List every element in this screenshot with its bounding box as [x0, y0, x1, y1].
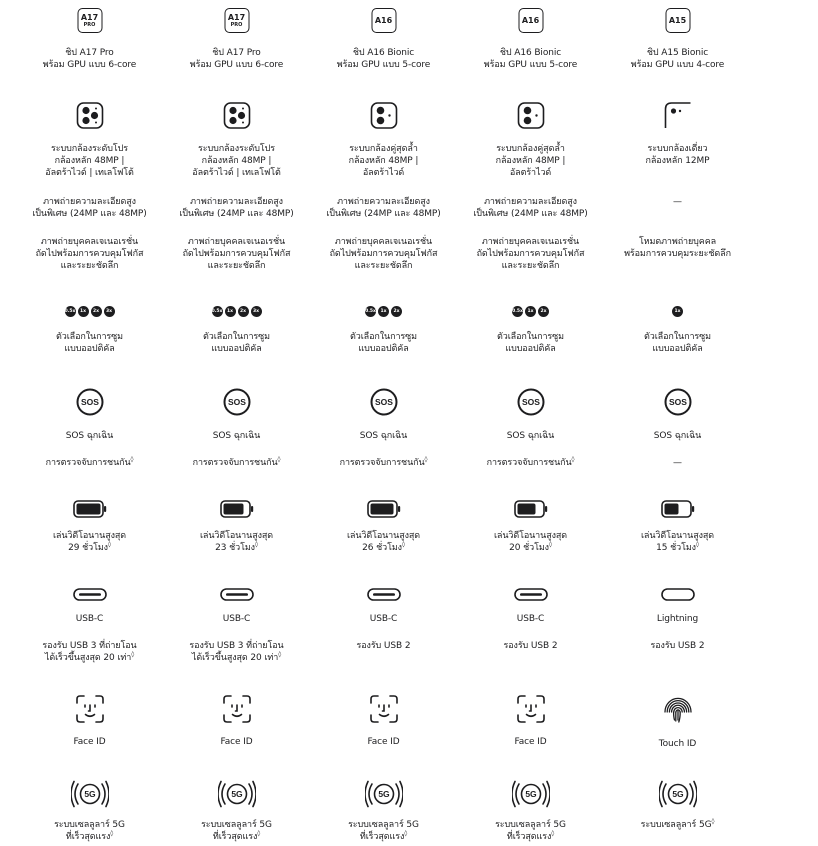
usb-text-footnote-mark: ◊ — [131, 651, 135, 658]
sos-text — [163, 430, 310, 442]
network-text — [457, 819, 604, 843]
photo-resolution-text-line: ภาพถ่ายความละเอียดสูง — [337, 197, 430, 207]
portrait-text — [604, 236, 751, 260]
battery-icon-wrap — [514, 500, 548, 522]
svg-text:SOS: SOS — [80, 397, 99, 408]
sos-text — [604, 430, 751, 442]
auth-label — [457, 736, 604, 748]
port-icon — [661, 586, 695, 605]
port-label-line: Lightning — [656, 614, 699, 624]
usb-text — [457, 640, 604, 652]
camera-glyph — [76, 102, 103, 129]
network-text-line: ระบบเซลลูลาร์ 5G — [201, 820, 272, 830]
network-text-footnote-mark: ◊ — [257, 830, 261, 837]
zoom-level-badge: 1x — [378, 306, 389, 317]
chip-icon — [224, 8, 249, 33]
chip-icon — [518, 8, 543, 33]
zoom-text — [604, 331, 751, 355]
network-icon-wrap — [512, 780, 550, 812]
network-5g-icon — [512, 780, 550, 808]
chip-icon-label: A15 — [668, 15, 687, 25]
battery-text-line: 29 ชั่วโมง◊ — [68, 541, 111, 553]
photo-resolution-text — [310, 196, 457, 220]
usb-text-line: รองรับ USB 3 ที่ถ่ายโอน — [42, 641, 137, 651]
port-icon — [220, 586, 254, 605]
usb-text-footnote-mark: ◊ — [278, 651, 282, 658]
zoom-text-line: แบบออปติคัล — [505, 344, 556, 354]
chip-text-line: พร้อม GPU แบบ 5-core — [483, 60, 578, 70]
model-column-4 — [457, 0, 604, 846]
photo-resolution-text-line: เป็นพิเศษ (24MP และ 48MP) — [473, 209, 588, 219]
usb-text — [16, 640, 163, 664]
zoom-options-icon — [163, 306, 310, 317]
auth-label-line: Face ID — [220, 737, 253, 747]
touch-id-icon — [664, 696, 692, 724]
battery-text-line: 15 ชั่วโมง◊ — [656, 541, 699, 553]
network-5g-icon — [218, 780, 256, 808]
network-text-footnote-mark: ◊ — [110, 830, 114, 837]
portrait-text-line: ภาพถ่ายบุคคลเจเนอเรชั่น — [481, 237, 580, 247]
auth-label-line: Face ID — [73, 737, 106, 747]
zoom-options-row — [310, 306, 457, 317]
zoom-options-row — [604, 306, 751, 317]
chip-icon — [371, 8, 396, 33]
network-text-line: ระบบเซลลูลาร์ 5G — [54, 820, 125, 830]
network-icon-wrap — [365, 780, 403, 812]
model-column-3 — [310, 0, 457, 846]
zoom-text — [163, 331, 310, 355]
portrait-text-line: ภาพถ่ายบุคคลเจเนอเรชั่น — [40, 237, 139, 247]
sos-icon-wrap — [223, 388, 251, 420]
battery-text-line: เล่นวิดีโอนานสูงสุด — [346, 531, 421, 541]
auth-label — [604, 738, 751, 750]
svg-text:5G: 5G — [230, 789, 243, 800]
camera-icon — [76, 102, 103, 133]
zoom-level-badge: 2x — [91, 306, 102, 317]
photo-resolution-text-line: ภาพถ่ายความละเอียดสูง — [43, 197, 136, 207]
auth-label-line: Face ID — [367, 737, 400, 747]
zoom-level-badge: 1x — [525, 306, 536, 317]
sos-text-line: SOS ฉุกเฉิน — [65, 431, 114, 441]
camera-glyph — [517, 102, 544, 129]
portrait-text-line: และระยะชัดลึก — [207, 261, 266, 271]
svg-text:SOS: SOS — [374, 397, 393, 408]
face-id-icon — [76, 695, 104, 723]
network-text — [310, 819, 457, 843]
zoom-level-badge: 0.5x — [512, 306, 523, 317]
network-icon-wrap — [218, 780, 256, 812]
portrait-text-line: ถัดไปพร้อมการควบคุมโฟกัส — [476, 249, 585, 259]
zoom-text — [457, 331, 604, 355]
zoom-text-line: ตัวเลือกในการซูม — [350, 332, 417, 342]
chip-text-line: ชิป A17 Pro — [212, 48, 261, 58]
crash-detection-text-footnote-mark: ◊ — [277, 456, 281, 463]
portrait-text-line: และระยะชัดลึก — [501, 261, 560, 271]
port-label-line: USB-C — [75, 614, 104, 624]
zoom-text-line: แบบออปติคัล — [652, 344, 703, 354]
battery-text-line: 26 ชั่วโมง◊ — [362, 541, 405, 553]
port-label — [310, 613, 457, 625]
camera-text-line: อัลตร้าไวด์ | เทเลโฟโต้ — [45, 168, 134, 178]
battery-text-footnote-mark: ◊ — [548, 541, 552, 548]
network-text-line: ระบบเซลลูลาร์ 5G◊ — [640, 818, 715, 830]
battery-icon-wrap — [220, 500, 254, 522]
portrait-text-line: ถัดไปพร้อมการควบคุมโฟกัส — [182, 249, 291, 259]
camera-text-line: กล้องหลัก 48MP | — [54, 156, 125, 166]
port-label — [457, 613, 604, 625]
crash-detection-text — [457, 457, 604, 469]
port-label — [604, 613, 751, 625]
photo-resolution-text — [16, 196, 163, 220]
battery-icon — [367, 500, 401, 518]
zoom-level-badge: 3x — [251, 306, 262, 317]
photo-resolution-text — [163, 196, 310, 220]
crash-detection-text-line: — — [673, 458, 682, 468]
chip-icon-wrap — [371, 8, 396, 33]
camera-glyph — [370, 102, 397, 129]
sos-text-line: SOS ฉุกเฉิน — [506, 431, 555, 441]
port-label — [16, 613, 163, 625]
usb-text-line: ได้เร็วขึ้นสูงสุด 20 เท่า◊ — [44, 651, 135, 663]
zoom-text-line: ตัวเลือกในการซูม — [497, 332, 564, 342]
auth-icon — [664, 696, 692, 728]
sos-icon — [517, 388, 545, 416]
svg-text:SOS: SOS — [668, 397, 687, 408]
camera-text-line: กล้องหลัก 12MP — [645, 156, 710, 166]
zoom-options-row — [163, 306, 310, 317]
chip-text — [16, 47, 163, 71]
port-icon — [514, 586, 548, 605]
network-5g-icon — [659, 780, 697, 808]
auth-label-line: Touch ID — [658, 739, 697, 749]
network-text — [16, 819, 163, 843]
zoom-options-icon — [16, 306, 163, 317]
camera-text-line: อัลตร้าไวด์ | เทเลโฟโต้ — [192, 168, 281, 178]
portrait-text — [16, 236, 163, 272]
battery-icon — [661, 500, 695, 518]
photo-resolution-text-line: เป็นพิเศษ (24MP และ 48MP) — [326, 209, 441, 219]
auth-label — [310, 736, 457, 748]
zoom-text-line: ตัวเลือกในการซูม — [644, 332, 711, 342]
usb-text — [604, 640, 751, 652]
chip-text-line: พร้อม GPU แบบ 5-core — [336, 60, 431, 70]
port-label-line: USB-C — [516, 614, 545, 624]
zoom-level-badge: 0.5x — [212, 306, 223, 317]
battery-text-footnote-mark: ◊ — [401, 541, 405, 548]
face-id-icon — [517, 695, 545, 723]
face-id-icon — [370, 695, 398, 723]
network-text-footnote-mark: ◊ — [551, 830, 555, 837]
chip-text — [310, 47, 457, 71]
model-column-2 — [163, 0, 310, 846]
chip-text-line: ชิป A17 Pro — [65, 48, 114, 58]
chip-icon-sublabel: PRO — [230, 21, 243, 28]
port-icon — [367, 586, 401, 605]
crash-detection-text — [604, 457, 751, 469]
zoom-level-badge: 1x — [672, 306, 683, 317]
portrait-text-line: ถัดไปพร้อมการควบคุมโฟกัส — [35, 249, 144, 259]
battery-icon-wrap — [661, 500, 695, 522]
zoom-level-badge: 1x — [78, 306, 89, 317]
usb-text-line: รองรับ USB 3 ที่ถ่ายโอน — [189, 641, 284, 651]
crash-detection-text-footnote-mark: ◊ — [424, 456, 428, 463]
auth-icon — [76, 695, 104, 727]
svg-text:5G: 5G — [671, 789, 684, 800]
battery-icon — [514, 500, 548, 518]
camera-text-line: ระบบกล้องระดับโปร — [198, 144, 275, 154]
chip-text-line: พร้อม GPU แบบ 6-core — [189, 60, 284, 70]
camera-text-line: กล้องหลัก 48MP | — [201, 156, 272, 166]
battery-text-footnote-mark: ◊ — [107, 541, 111, 548]
camera-text-line: อัลตร้าไวด์ — [362, 168, 405, 178]
photo-resolution-text — [604, 196, 751, 208]
camera-text-line: ระบบกล้องคู่สุดล้ำ — [349, 144, 418, 154]
camera-text-line: ระบบกล้องเดี่ยว — [647, 144, 708, 154]
network-text-footnote-mark: ◊ — [711, 818, 715, 825]
svg-text:SOS: SOS — [521, 397, 540, 408]
portrait-text-line: พร้อมการควบคุมระยะชัดลึก — [624, 249, 731, 259]
zoom-level-badge: 0.5x — [365, 306, 376, 317]
zoom-level-badge: 2x — [538, 306, 549, 317]
zoom-text-line: ตัวเลือกในการซูม — [56, 332, 123, 342]
camera-text — [457, 143, 604, 179]
sos-text-line: SOS ฉุกเฉิน — [359, 431, 408, 441]
camera-icon — [517, 102, 544, 133]
network-text — [604, 819, 751, 831]
camera-text — [604, 143, 751, 167]
network-text-line: ที่เร็วสุดแรง◊ — [359, 830, 408, 842]
chip-text-line: ชิป A15 Bionic — [646, 48, 709, 58]
usb-text-line: รองรับ USB 2 — [503, 641, 558, 651]
portrait-text-line: ภาพถ่ายบุคคลเจเนอเรชั่น — [187, 237, 286, 247]
portrait-text-line: ภาพถ่ายบุคคลเจเนอเรชั่น — [334, 237, 433, 247]
sos-text-line: SOS ฉุกเฉิน — [653, 431, 702, 441]
crash-detection-text-line: การตรวจจับการชนกัน◊ — [486, 456, 575, 468]
sos-icon — [370, 388, 398, 416]
port-glyph — [73, 588, 107, 601]
zoom-text-line: แบบออปติคัล — [64, 344, 115, 354]
zoom-text — [16, 331, 163, 355]
chip-text-line: พร้อม GPU แบบ 6-core — [42, 60, 137, 70]
camera-text-line: กล้องหลัก 48MP | — [348, 156, 419, 166]
photo-resolution-text-line: ภาพถ่ายความละเอียดสูง — [190, 197, 283, 207]
camera-text — [16, 143, 163, 179]
battery-text-line: 23 ชั่วโมง◊ — [215, 541, 258, 553]
camera-text — [310, 143, 457, 179]
auth-label — [163, 736, 310, 748]
battery-text — [604, 530, 751, 554]
battery-text-footnote-mark: ◊ — [254, 541, 258, 548]
model-column-5 — [604, 0, 751, 846]
battery-text-line: เล่นวิดีโอนานสูงสุด — [199, 531, 274, 541]
sos-text — [310, 430, 457, 442]
auth-label-line: Face ID — [514, 737, 547, 747]
usb-text — [163, 640, 310, 664]
battery-icon-wrap — [367, 500, 401, 522]
network-5g-icon — [71, 780, 109, 808]
battery-text — [163, 530, 310, 554]
port-glyph — [661, 588, 695, 601]
sos-icon — [664, 388, 692, 416]
crash-detection-text-line: การตรวจจับการชนกัน◊ — [339, 456, 428, 468]
battery-text — [310, 530, 457, 554]
camera-text-line: กล้องหลัก 48MP | — [495, 156, 566, 166]
auth-icon — [517, 695, 545, 727]
port-label-line: USB-C — [369, 614, 398, 624]
chip-text-line: ชิป A16 Bionic — [352, 48, 415, 58]
auth-icon — [223, 695, 251, 727]
chip-text — [604, 47, 751, 71]
zoom-options-row — [457, 306, 604, 317]
face-id-icon — [223, 695, 251, 723]
camera-icon — [370, 102, 397, 133]
zoom-level-badge: 2x — [238, 306, 249, 317]
chip-text — [457, 47, 604, 71]
zoom-options-icon — [604, 306, 751, 317]
zoom-text — [310, 331, 457, 355]
svg-text:5G: 5G — [83, 789, 96, 800]
camera-text-line: ระบบกล้องระดับโปร — [51, 144, 128, 154]
battery-text-line: เล่นวิดีโอนานสูงสุด — [493, 531, 568, 541]
zoom-options-icon — [457, 306, 604, 317]
network-text-line: ที่เร็วสุดแรง◊ — [506, 830, 555, 842]
sos-text — [16, 430, 163, 442]
crash-detection-text-footnote-mark: ◊ — [571, 456, 575, 463]
camera-glyph — [664, 102, 691, 129]
crash-detection-text-line: การตรวจจับการชนกัน◊ — [45, 456, 134, 468]
network-text-line: ที่เร็วสุดแรง◊ — [212, 830, 261, 842]
battery-text-line: เล่นวิดีโอนานสูงสุด — [640, 531, 715, 541]
zoom-level-badge: 0.5x — [65, 306, 76, 317]
chip-text-line: ชิป A16 Bionic — [499, 48, 562, 58]
zoom-text-line: แบบออปติคัล — [211, 344, 262, 354]
crash-detection-text — [310, 457, 457, 469]
crash-detection-text-footnote-mark: ◊ — [130, 456, 134, 463]
svg-text:5G: 5G — [524, 789, 537, 800]
port-label-line: USB-C — [222, 614, 251, 624]
portrait-text-line: โหมดภาพถ่ายบุคคล — [638, 237, 717, 247]
sos-icon — [223, 388, 251, 416]
sos-icon — [76, 388, 104, 416]
camera-icon — [223, 102, 250, 133]
chip-icon — [77, 8, 102, 33]
zoom-options-icon — [310, 306, 457, 317]
chip-icon-label: A17 — [80, 12, 99, 22]
network-text-footnote-mark: ◊ — [404, 830, 408, 837]
usb-text — [310, 640, 457, 652]
crash-detection-text — [163, 457, 310, 469]
auth-label — [16, 736, 163, 748]
network-icon-wrap — [71, 780, 109, 812]
sos-text — [457, 430, 604, 442]
chip-icon-wrap — [665, 8, 690, 33]
chip-icon-label: A16 — [374, 15, 393, 25]
camera-text-line: อัลตร้าไวด์ — [509, 168, 552, 178]
battery-text — [16, 530, 163, 554]
chip-text — [163, 47, 310, 71]
chip-icon-sublabel: PRO — [83, 21, 96, 28]
zoom-text-line: แบบออปติคัล — [358, 344, 409, 354]
photo-resolution-text-line: เป็นพิเศษ (24MP และ 48MP) — [32, 209, 147, 219]
chip-icon-wrap — [77, 8, 102, 33]
photo-resolution-text-line: ภาพถ่ายความละเอียดสูง — [484, 197, 577, 207]
portrait-text — [457, 236, 604, 272]
zoom-level-badge: 1x — [225, 306, 236, 317]
port-icon — [73, 586, 107, 605]
network-text-line: ระบบเซลลูลาร์ 5G — [495, 820, 566, 830]
usb-text-line: รองรับ USB 2 — [356, 641, 411, 651]
battery-text-line: เล่นวิดีโอนานสูงสุด — [52, 531, 127, 541]
camera-text — [163, 143, 310, 179]
photo-resolution-text — [457, 196, 604, 220]
zoom-options-row — [16, 306, 163, 317]
network-5g-icon — [365, 780, 403, 808]
portrait-text — [163, 236, 310, 272]
auth-icon — [370, 695, 398, 727]
camera-icon — [664, 102, 691, 133]
usb-text-line: รองรับ USB 2 — [650, 641, 705, 651]
network-text-line: ที่เร็วสุดแรง◊ — [65, 830, 114, 842]
sos-icon-wrap — [517, 388, 545, 420]
port-label — [163, 613, 310, 625]
sos-icon-wrap — [76, 388, 104, 420]
sos-icon-wrap — [664, 388, 692, 420]
model-column-1 — [16, 0, 163, 846]
camera-glyph — [223, 102, 250, 129]
photo-resolution-text-line: — — [673, 197, 682, 207]
svg-text:5G: 5G — [377, 789, 390, 800]
chip-icon-label: A16 — [521, 15, 540, 25]
battery-icon-wrap — [73, 500, 107, 522]
port-glyph — [220, 588, 254, 601]
usb-text-line: ได้เร็วขึ้นสูงสุด 20 เท่า◊ — [191, 651, 282, 663]
battery-icon — [220, 500, 254, 518]
battery-icon — [73, 500, 107, 518]
portrait-text — [310, 236, 457, 272]
zoom-text-line: ตัวเลือกในการซูม — [203, 332, 270, 342]
zoom-level-badge: 3x — [104, 306, 115, 317]
battery-text-line: 20 ชั่วโมง◊ — [509, 541, 552, 553]
port-glyph — [367, 588, 401, 601]
crash-detection-text — [16, 457, 163, 469]
portrait-text-line: และระยะชัดลึก — [60, 261, 119, 271]
sos-icon-wrap — [370, 388, 398, 420]
portrait-text-line: ถัดไปพร้อมการควบคุมโฟกัส — [329, 249, 438, 259]
camera-text-line: ระบบกล้องคู่สุดล้ำ — [496, 144, 565, 154]
network-text-line: ระบบเซลลูลาร์ 5G — [348, 820, 419, 830]
portrait-text-line: และระยะชัดลึก — [354, 261, 413, 271]
crash-detection-text-line: การตรวจจับการชนกัน◊ — [192, 456, 281, 468]
chip-text-line: พร้อม GPU แบบ 4-core — [630, 60, 725, 70]
chip-icon-wrap — [224, 8, 249, 33]
battery-text-footnote-mark: ◊ — [695, 541, 699, 548]
sos-text-line: SOS ฉุกเฉิน — [212, 431, 261, 441]
network-text — [163, 819, 310, 843]
chip-icon-wrap — [518, 8, 543, 33]
zoom-level-badge: 2x — [391, 306, 402, 317]
battery-text — [457, 530, 604, 554]
network-icon-wrap — [659, 780, 697, 812]
photo-resolution-text-line: เป็นพิเศษ (24MP และ 48MP) — [179, 209, 294, 219]
chip-icon — [665, 8, 690, 33]
chip-icon-label: A17 — [227, 12, 246, 22]
port-glyph — [514, 588, 548, 601]
svg-text:SOS: SOS — [227, 397, 246, 408]
